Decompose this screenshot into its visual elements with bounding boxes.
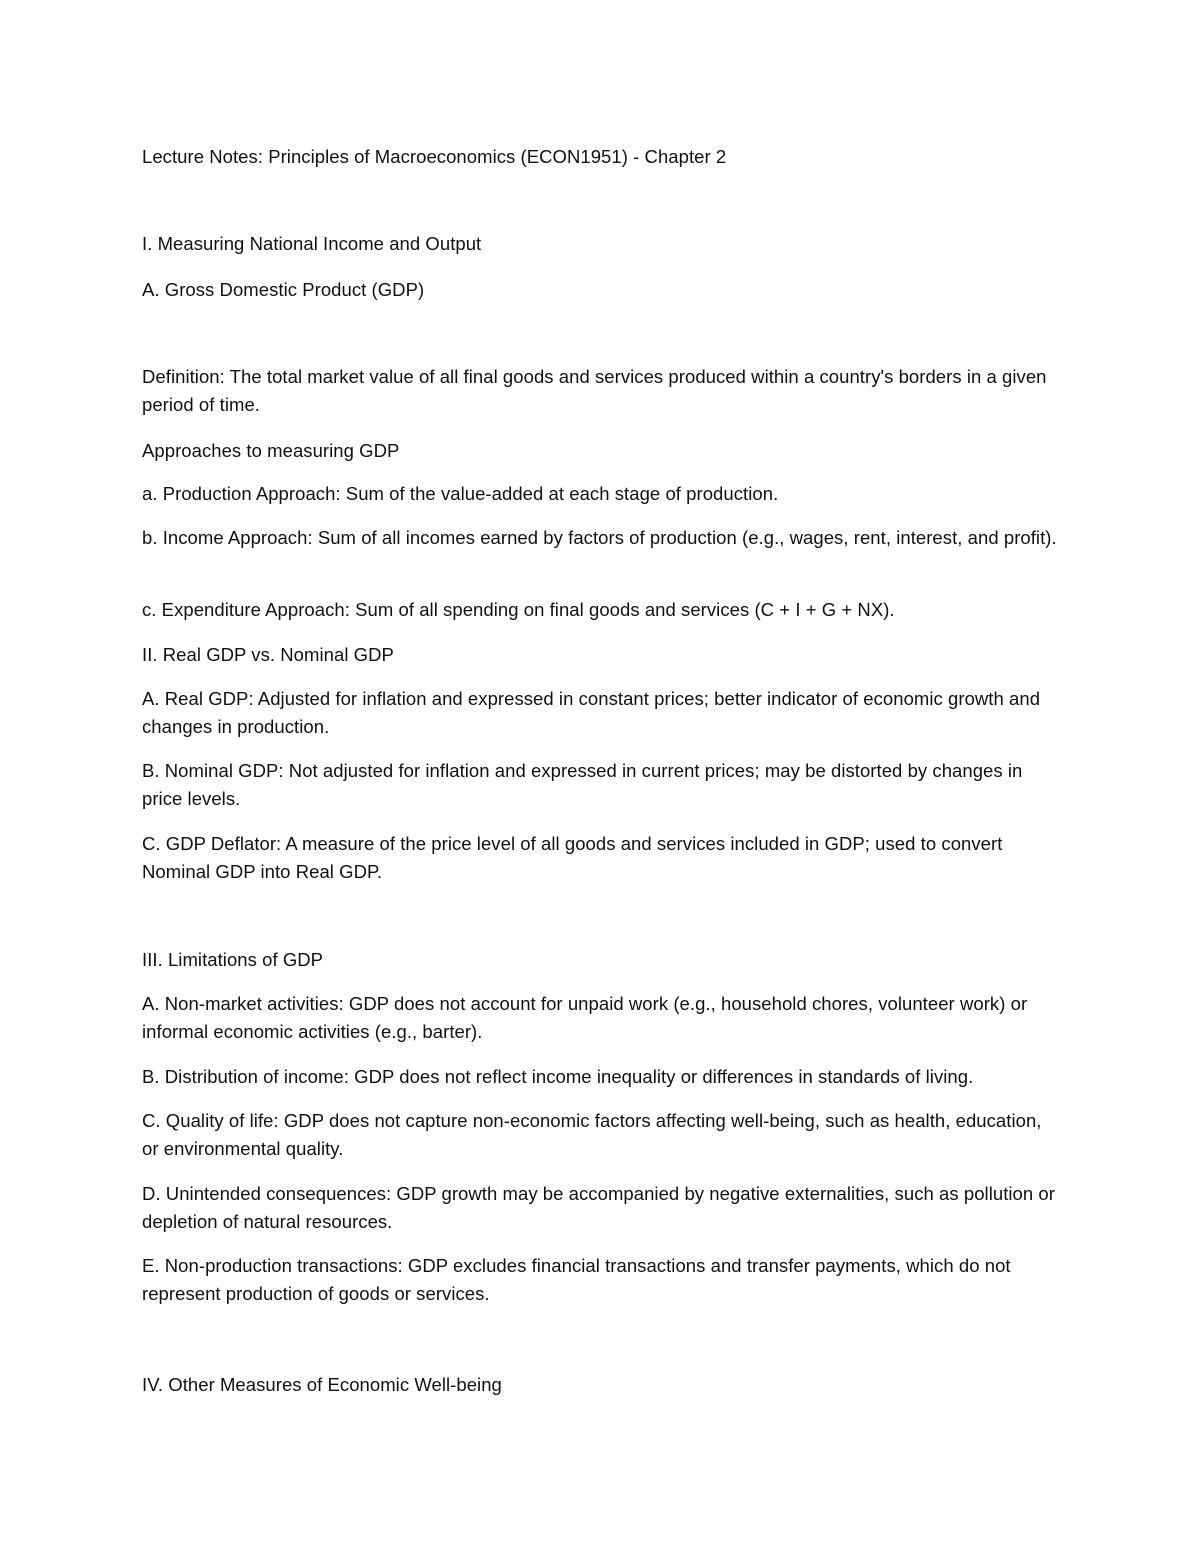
- section-heading-1: I. Measuring National Income and Output: [142, 233, 482, 254]
- approach-expenditure: c. Expenditure Approach: Sum of all spending on final goods and services (C + I + G + NX).: [142, 599, 895, 620]
- gdp-deflator-item: C. GDP Deflator: A measure of the price level of all goods and services included in GDP; used to convert Nominal GDP into Real GDP.: [142, 833, 1003, 882]
- gdp-definition: Definition: The total market value of all final goods and services produced within a country's borders in a given period of time.: [142, 366, 1047, 415]
- limitation-distribution: B. Distribution of income: GDP does not reflect income inequality or differences in standards of living.: [142, 1066, 974, 1087]
- document-title: Lecture Notes: Principles of Macroeconomics (ECON1951) - Chapter 2: [142, 146, 727, 167]
- nominal-gdp-item: B. Nominal GDP: Not adjusted for inflation and expressed in current prices; may be distorted by changes in price levels.: [142, 760, 1023, 809]
- approach-income: b. Income Approach: Sum of all incomes earned by factors of production (e.g., wages, rent, interest, and profit).: [142, 527, 1057, 548]
- limitation-quality-of-life: C. Quality of life: GDP does not capture non-economic factors affecting well-being, such as health, education, or environmental quality.: [142, 1110, 1042, 1159]
- section-heading-4: IV. Other Measures of Economic Well-being: [142, 1374, 502, 1395]
- approaches-heading: Approaches to measuring GDP: [142, 440, 400, 461]
- real-gdp-item: A. Real GDP: Adjusted for inflation and expressed in constant prices; better indicator of economic growth and changes in production.: [142, 688, 1041, 737]
- section-heading-2: II. Real GDP vs. Nominal GDP: [142, 644, 394, 665]
- limitation-non-market: A. Non-market activities: GDP does not account for unpaid work (e.g., household chores, volunteer work) or informal economic activities (e.g., barter).: [142, 993, 1028, 1042]
- limitation-unintended: D. Unintended consequences: GDP growth may be accompanied by negative externalities, such as pollution or depletion of natural resources.: [142, 1183, 1055, 1232]
- limitation-non-production: E. Non-production transactions: GDP excludes financial transactions and transfer payments, which do not represent production of goods or services.: [142, 1255, 1011, 1304]
- subsection-heading-gdp: A. Gross Domestic Product (GDP): [142, 279, 425, 300]
- approach-production: a. Production Approach: Sum of the value-added at each stage of production.: [142, 483, 779, 504]
- section-heading-3: III. Limitations of GDP: [142, 949, 324, 970]
